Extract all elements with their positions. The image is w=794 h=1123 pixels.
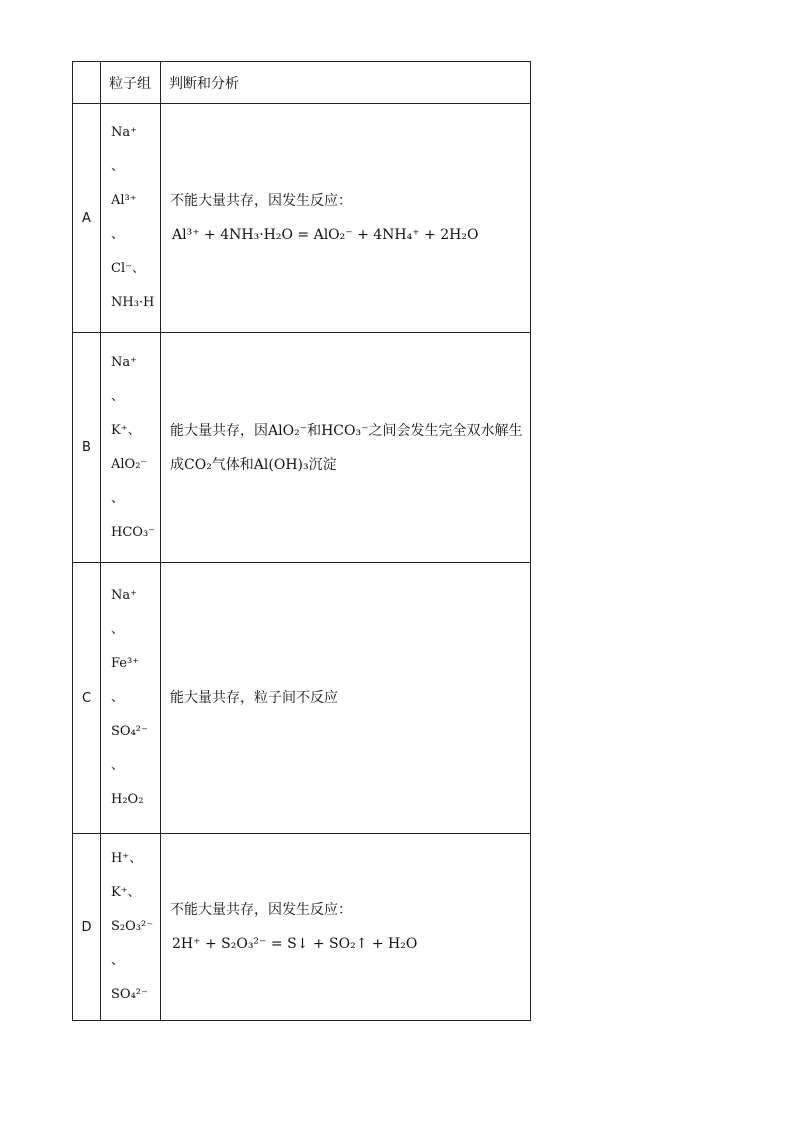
particle-item: 、	[111, 758, 125, 773]
header-row	[73, 62, 531, 104]
analysis-text-continued: 成CO₂气体和Al(OH)₃沉淀	[170, 456, 337, 473]
particle-item: Na⁺	[111, 354, 137, 370]
analysis-text: 不能大量共存，因发生反应：	[170, 902, 352, 918]
analysis-text: 不能大量共存，因发生反应：	[170, 193, 352, 209]
particle-item: SO₄²⁻	[111, 724, 148, 739]
analysis-cell	[161, 563, 531, 834]
particle-item: HCO₃⁻	[111, 524, 156, 540]
table-row	[73, 563, 531, 834]
particle-item: 、	[111, 159, 125, 174]
particle-item: SO₄²⁻	[111, 987, 148, 1002]
analysis-text: 能大量共存，因AlO₂⁻和HCO₃⁻之间会发生完全双水解生	[170, 422, 523, 439]
header-analysis: 判断和分析	[161, 62, 531, 104]
analysis-cell	[161, 104, 531, 333]
particle-item: 、	[111, 388, 125, 404]
table-row	[73, 104, 531, 333]
particle-analysis-table	[72, 61, 531, 1021]
particle-item: K⁺、	[111, 422, 141, 438]
table-row	[73, 333, 531, 563]
reaction-equation: Al³⁺ + 4NH₃·H₂O = AlO₂⁻ + 4NH₄⁺ + 2H₂O	[172, 227, 479, 243]
reaction-equation: 2H⁺ + S₂O₃²⁻ = S↓ + SO₂↑ + H₂O	[172, 936, 418, 952]
particle-item: Cl⁻、	[111, 261, 145, 276]
particle-list	[101, 333, 161, 563]
particle-item: S₂O₃²⁻	[111, 919, 154, 934]
particle-item: Al³⁺	[111, 193, 137, 208]
particle-list	[101, 104, 161, 333]
particle-item: Fe³⁺	[111, 656, 140, 671]
particle-item: 、	[111, 690, 125, 705]
particle-list	[101, 563, 161, 834]
particle-item: Na⁺	[111, 588, 137, 603]
particle-item: K⁺、	[111, 885, 141, 900]
particle-item: Na⁺	[111, 125, 137, 140]
particle-item: 、	[111, 227, 125, 242]
analysis-cell	[161, 333, 531, 563]
option-label: B	[73, 333, 101, 563]
particle-item: NH₃·H	[111, 295, 155, 310]
table-row	[73, 834, 531, 1021]
option-label: A	[73, 104, 101, 333]
particle-item: 、	[111, 622, 125, 637]
particle-list	[101, 834, 161, 1021]
header-particles: 粒子组	[101, 62, 161, 104]
analysis-cell	[161, 834, 531, 1021]
particle-item: AlO₂⁻	[111, 456, 148, 472]
particle-item: H⁺、	[111, 851, 143, 866]
option-label: C	[73, 563, 101, 834]
particle-item: 、	[111, 953, 125, 968]
particle-item: 、	[111, 490, 125, 506]
analysis-text: 能大量共存，粒子间不反应	[170, 690, 338, 706]
header-blank-cell	[73, 62, 101, 104]
particle-item: H₂O₂	[111, 792, 144, 807]
option-label: D	[73, 834, 101, 1021]
